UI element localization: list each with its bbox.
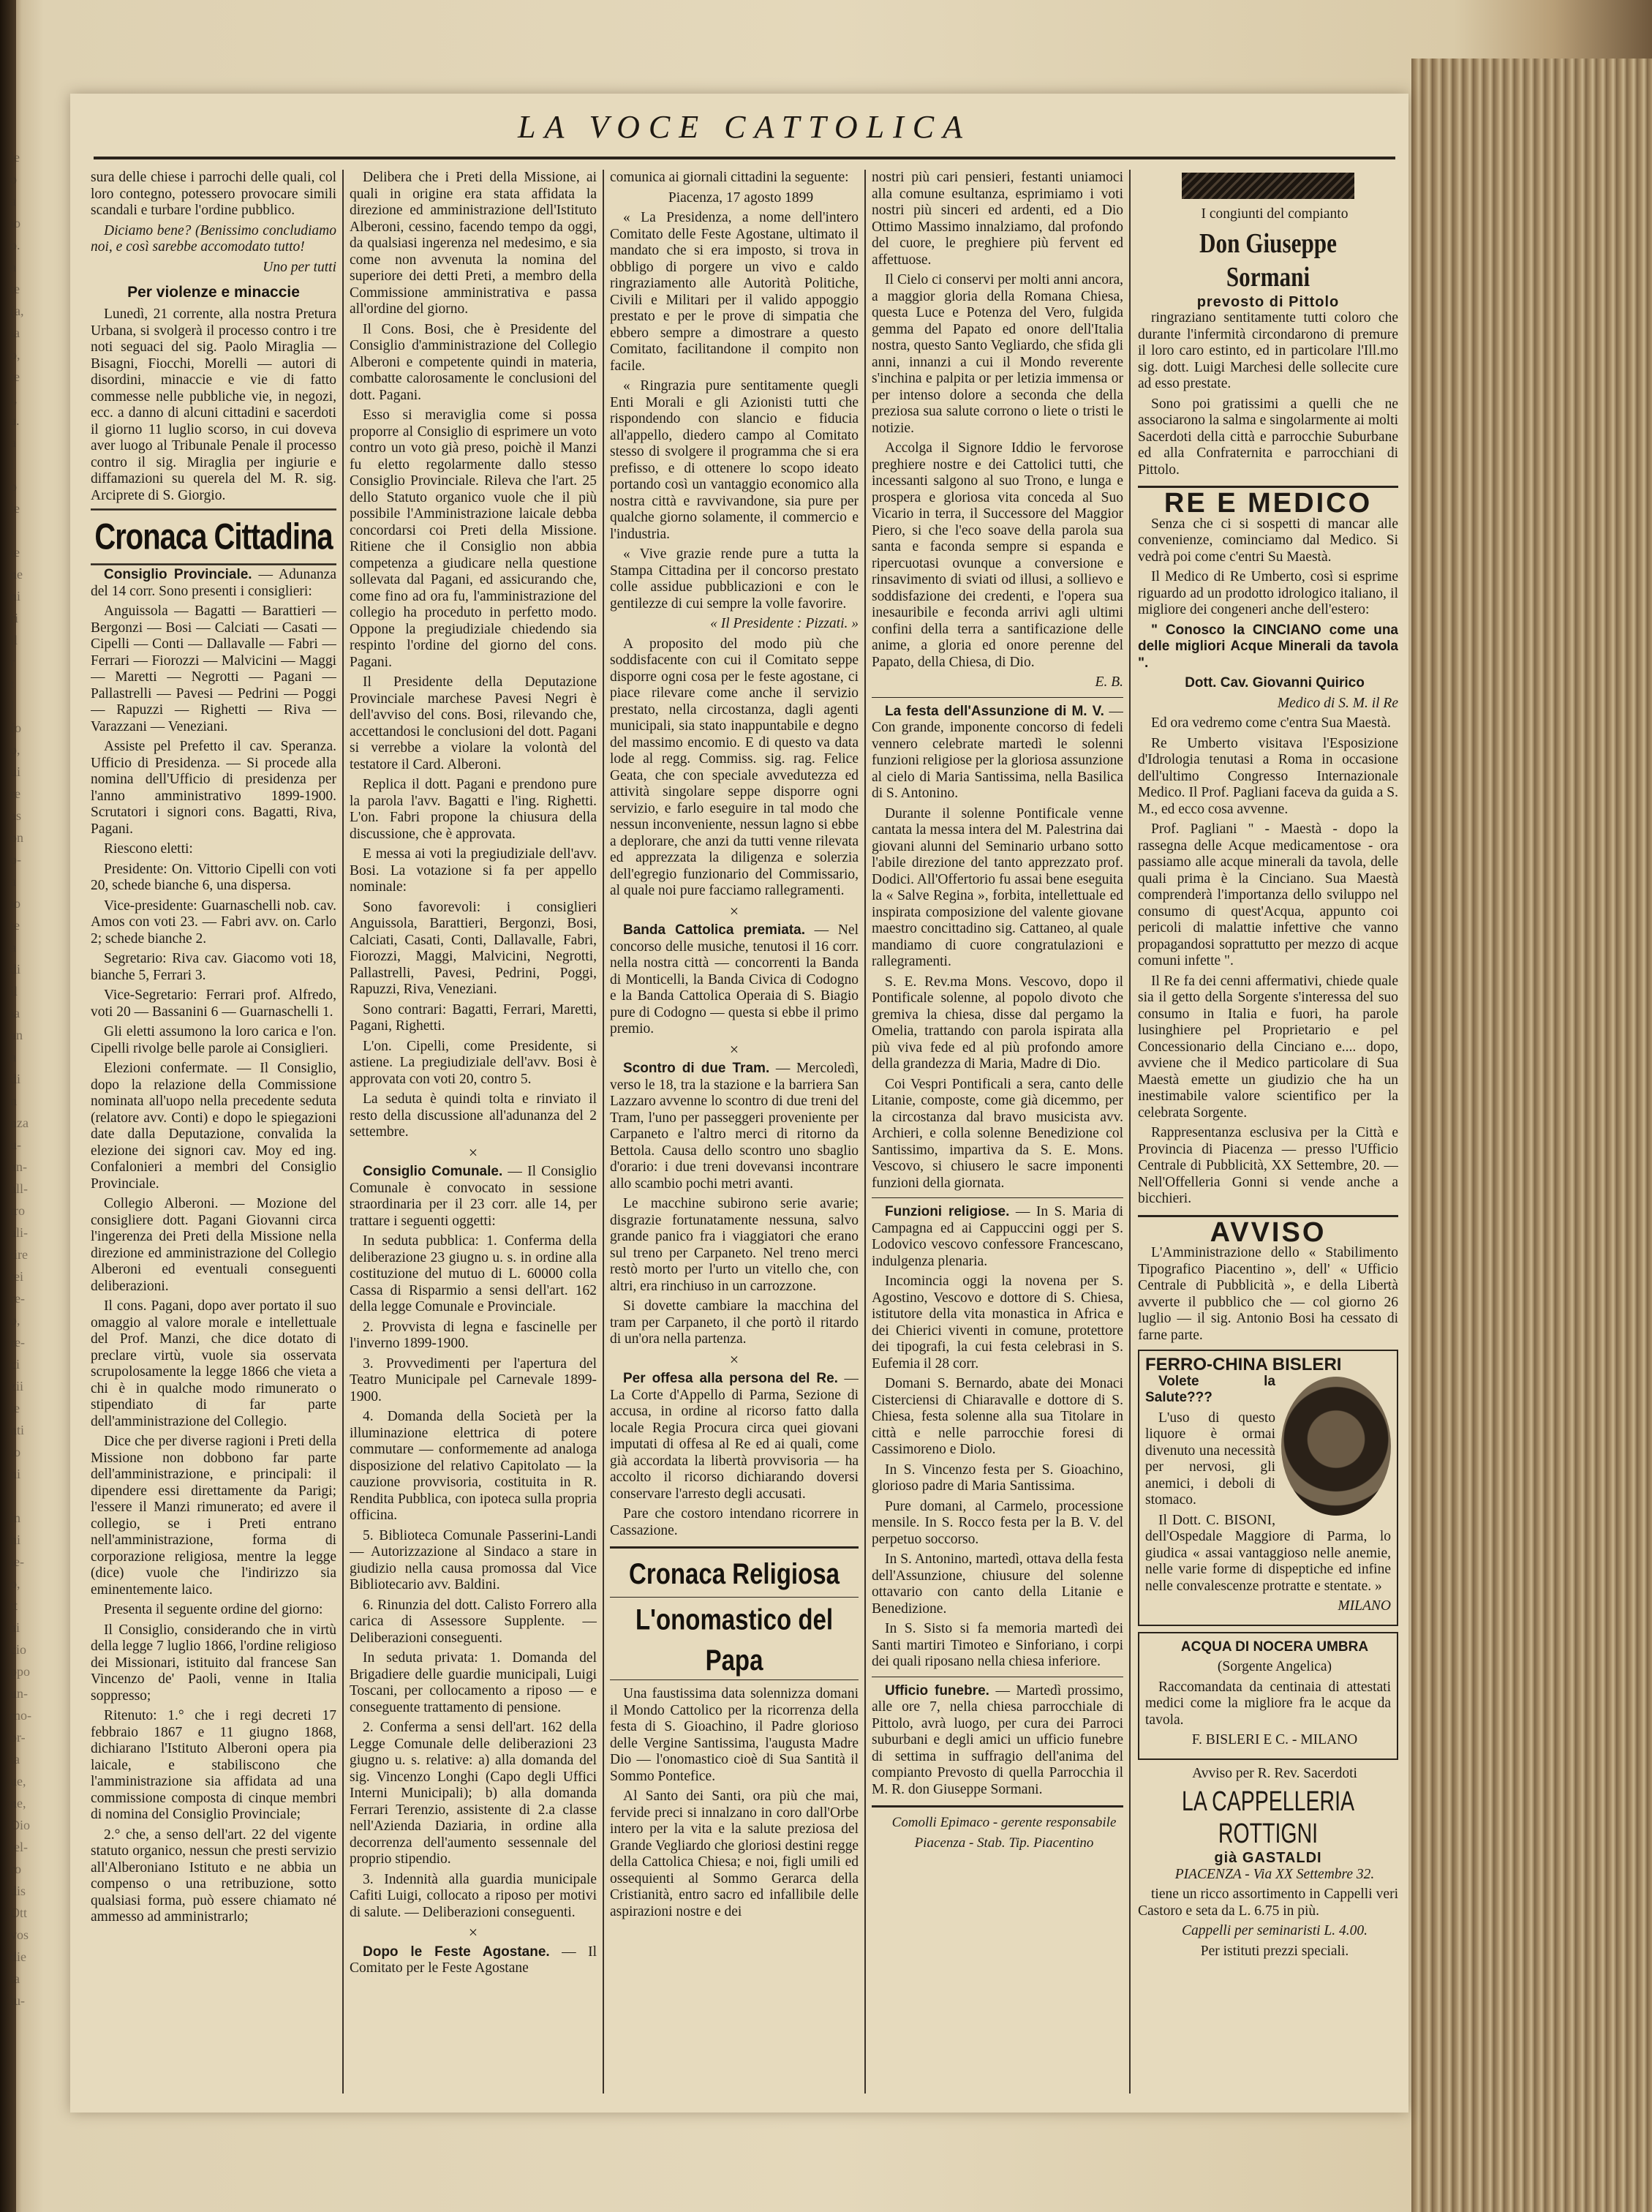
re-doctor-role: Medico di S. M. il Re [1277, 695, 1398, 711]
gutter-fragment: ri [10, 611, 18, 625]
col3-p1: comunica ai giornali cittadini la seguente: [610, 170, 849, 185]
col2-p8: Sono contrari: Bagatti, Ferrari, Maretti, Pagani, Righetti. [350, 1001, 597, 1034]
cc-item-9: 3. Indennità alla guardia municipale Cafiti Luigi, collocato a riposo per motivi di salute. — Deliberazioni conseguenti. [350, 1871, 597, 1920]
cp-text-2: Anguissola — Bagatti — Barattieri — Bergonzi — Bosi — Calciati — Casati — Cipelli — Conti — Dallavalle — Fabri — Ferrari — Fiorozzi — Malvicini — Maggi — Maretti — Negrotti — Pagani — Pallastrelli — Pavesi — Pedrini — Poggi — Rapuzzi — Righetti — Riva — Varazzani — Veneziani. [91, 603, 336, 734]
separator-cross: × [729, 1350, 739, 1369]
gutter-fragment: t [10, 677, 15, 691]
gutter-fragment: lu- [10, 1993, 25, 2008]
cc-item-5: 5. Biblioteca Comunale Passerini-Landi — Autorizzazione al Sindaco a stare in giudizio nella causa promossa dal Vice Bibliotecario avv. Baldini. [350, 1527, 597, 1592]
col2-p4: Il Presidente della Deputazione Provinciale marchese Pavesi Negri è dell'avviso del cons. Bosi, rilevando che, accettandosi le conclusioni del dott. Pagani si verrebbe a violare la volontà del testatore il Card. Alberoni. [350, 674, 597, 772]
re-e-medico-heading: RE E MEDICO [1163, 488, 1373, 519]
cappelleria-name: LA CAPPELLERIA ROTTIGNI [1181, 1786, 1355, 1849]
nocera-title: ACQUA DI NOCERA UMBRA [1180, 1639, 1369, 1655]
gutter-fragment: o, [10, 1576, 20, 1591]
cc-item-2: 2. Provvista di legna e fascinelle per l'inverno 1899-1900. [350, 1319, 597, 1351]
cappelleria-intro: Avviso per R. Rev. Sacerdoti [1192, 1765, 1357, 1781]
cp-text-8: Vice-Segretario: Ferrari prof. Alfredo, voti 20 — Bassanini 6 — Guarnaschelli 1. [91, 988, 336, 1020]
onomastico-text: Una faustissima data solennizza domani il Mondo Cattolico per la ricorrenza della festa di S. Gioachino, il Padre glorioso delle Vergine Santissima, l'augusta Madre Dio — l'onomastico cioè di Sua Santità il Sommo Pontefice. [610, 1686, 859, 1784]
cc-item-6: 6. Rinunzia del dott. Calisto Forrero alla carica di Assessore Supplente. — Deliberazioni conseguenti. [350, 1597, 597, 1646]
cc-item-3: 3. Provvedimenti per l'apertura del Teatro Municipale pel Carnevale 1899-1900. [350, 1355, 597, 1404]
offesa-re-heading: Per offesa alla persona del Re. [623, 1371, 838, 1386]
section-rule [610, 1546, 859, 1549]
gutter-fragment: tro [10, 1203, 25, 1218]
gutter-fragment: ali- [10, 1225, 28, 1240]
gutter-fragment: l [10, 699, 15, 713]
gutter-fragment: te [10, 545, 20, 560]
gutter-fragment: ia [10, 1006, 20, 1020]
cp-text-1: — Adunanza del 14 corr. Sono presenti i consiglieri: [91, 567, 336, 599]
violenze-text: Lunedì, 21 corrente, alla nostra Pretura Urbana, si svolgerà il processo contro i tre noti seguaci del sig. Paolo Miraglia — Bisagni, Fiocchi, Morelli — autori di disordini, minaccie e vie di fatto commesse nelle pubbliche vie, in negozi, ecc. a danno di alcuni cittadini e sacerdoti il giorno 11 luglio scorso, in cui doveva aver luogo al Tribunale Penale il processo contro il sig. Miraglia per ingiurie e diffamazioni su querela del M. R. sig. Arciprete di S. Giorgio. [91, 306, 336, 503]
scontro-tram-heading: Scontro di due Tram. [623, 1061, 770, 1076]
gutter-fragment: di [10, 962, 21, 977]
gutter-fragment: la [10, 326, 20, 340]
newspaper-page [70, 94, 1408, 2113]
col1-opening-quote: Diciamo bene? (Benissimo concludiamo noi, e così sarebbe accomodato tutto! [91, 222, 336, 255]
gutter-fragment: a [10, 260, 16, 274]
gutter-fragment: cio [10, 1642, 26, 1657]
gutter-fragment: ui [10, 764, 21, 779]
onomastico-text-2: Al Santo dei Santi, ora più che mai, fervide preci si innalzano in coro dall'Orbe intero per la vita e la salute preziosa del Grande Vegliardo che gloriosi destini regge della Cattolica Chiesa; e noi, figli umili ed ossequienti al Sommo Gerarca della Cristianità, entro sacro ed infallibile delle aspirazioni nostre e dei [610, 1788, 859, 1919]
section-rule [610, 1597, 859, 1598]
gutter-fragment: nza [10, 1116, 29, 1130]
cp-text-15: Il Consiglio, considerando che in virtù della legge 7 luglio 1866, l'ordine religioso dei Missionari, istituito dal francese San Vincenzo de' Paoli, venne in Italia soppresso; [91, 1622, 336, 1704]
gutter-fragment: nti [10, 1423, 25, 1437]
gutter-fragment: a [10, 874, 16, 889]
fr-text-2: Incomincia oggi la novena per S. Agostino, Vescovo e dottore di S. Chiesa, istitutore della vita monastica in Africa e dei Chierici viventi in comune, protettore dei tipografi, la cui festa celebrasi in S. Eufemia il 28 corr. [872, 1274, 1123, 1372]
gutter-fragment: ro [10, 1862, 21, 1876]
left-page-gutter [10, 146, 56, 2121]
gutter-fragment: di [10, 1072, 21, 1086]
gutter-fragment: tt [10, 1598, 18, 1613]
uf-text: — Martedì prossimo, alle ore 7, nella chiesa parrocchiale di Pittolo, avrà luogo, per cura dei Parroci suburbani e degli amici un ufficio funebre di settima in suffragio dell'anima del compianto Prevosto di quella Parrocchia il M. R. don Giuseppe Sormani. [872, 1682, 1123, 1797]
re-text-4: Re Umberto visitava l'Esposizione d'Idrologia tenutasi a Roma in occasione dell'ultimo Congresso Internazionale Medico. Il Prof. Pagliani faceva da guida a S. M., ed ecco cosa avvenne. [1138, 735, 1398, 817]
bisleri-slogan: Volete la Salute??? [1145, 1373, 1275, 1405]
gutter-fragment: or- [10, 1730, 26, 1745]
cp-text-9: Gli eletti assumono la loro carica e l'on. Cipelli rivolge belle parole ai Consiglieri. [91, 1024, 336, 1056]
gutter-fragment: tire [10, 1247, 28, 1262]
cp-text-4: Riescono eletti: [104, 841, 193, 857]
gutter-fragment: le [10, 150, 20, 165]
column-1 [91, 170, 336, 2094]
gutter-fragment: re- [10, 1291, 25, 1306]
gutter-fragment: te [10, 282, 20, 296]
gutter-fragment: a [10, 940, 16, 955]
consiglio-comunale-heading: Consiglio Comunale. [363, 1164, 503, 1179]
col4-p3-signature: E. B. [1095, 674, 1123, 690]
gutter-fragment: ue, [10, 1774, 26, 1788]
fa4-text-4: Coi Vespri Pontificali a sera, canto delle Litanie, composte, come già dicemmo, per la circostanza dal bravo musicista avv. Archieri, e colla solenne Benedizione col Santissimo, impartiva da S. E. Mons. Vescovo, si chiusero le sacre imponenti funzioni della giornata. [872, 1076, 1123, 1191]
consiglio-provinciale-heading: Consiglio Provinciale. [104, 567, 252, 582]
cc-item-1: In seduta pubblica: 1. Conferma della deliberazione 23 giugno u. s. in ordine alla costituzione del mutuo di L. 60000 colla Cassa di Risparmio a sensi dell'art. 162 della legge Comunale e Provinciale. [350, 1233, 597, 1314]
col2-p3: Esso si meraviglia come si possa proporre al Consiglio di esprimere un voto contro un voto già preso, poichè il Manzi fu eletto regolarmente dallo stesso Consiglio Provinciale. Rileva che l'art. 25 dello Statuto organico vuole che il più possibile l'Amministrazione laicale debba concordarsi coi Preti della Missione. Ritiene che il Consiglio non abbia competenza a giudicare nella questione sollevata dal Pagani, ed assicurando che, come fino ad ora fu, l'amministrazione del collegio ha proceduto in perfetto modo. Oppone la pregiudiziale chiedendo sia respinto l'ordine del giorno del cons. Pagani. [350, 407, 597, 670]
cp-text-7: Segretario: Riva cav. Giacomo voti 18, bianche 5, Ferrari 3. [91, 951, 336, 983]
gutter-fragment: i [10, 523, 15, 538]
gutter-fragment: le [10, 1401, 20, 1415]
col3-p6: A proposito del modo più che soddisfacente con cui il Comitato seppe disporre ogni cosa per le feste agostane, ci piace rilevare come anche il servizio prestato, nella circostanza, dagli agenti municipali, sia stato inappuntabile e degno del massimo encomio. E di questo va data lode al regg. Commiss. sig. rag. Felice Geata, che con speciale avvedutezza ed attività singolare seppe disporre ogni servizio, e farlo eseguire in tal modo che nessun inconveniente, nessun lagno si ebbe a deplorare, che anzi da tutti venne rilevata ed apprezzata la diligenza e solerzia dell'egregio funzionario del Commissario, al quale noi pure facciamo rallegramenti. [610, 636, 859, 898]
cp-text-14: Presenta il seguente ordine del giorno: [104, 1602, 323, 1617]
imprint-gerente: Comolli Epimaco - gerente responsabile [891, 1815, 1117, 1830]
gutter-fragment: a [10, 435, 16, 450]
cappelleria-text-3: Per istituti prezzi speciali. [1200, 1943, 1349, 1959]
gutter-fragment: n [10, 1094, 17, 1108]
gutter-fragment: in [10, 1511, 21, 1525]
re-text-5: Prof. Pagliani " - Maestà - dopo la rassegna delle Acque medicamentose - ora passiamo alle acque minerali da tavola, delle quali prima è la Cinciano. Sua Maestà comprenderà l'importanza dello sviluppo nel consumo di quest'Acqua, appunto coi pericoli di malattie infettive che vanno propagandosi soprattutto per mezzo di acque comuni infette ". [1138, 821, 1398, 968]
festa-assunzione-heading: La festa dell'Assunzione di M. V. [885, 703, 1104, 719]
col3-p5: « Il Presidente : Pizzati. » [710, 616, 859, 631]
gutter-fragment: iel- [10, 1840, 28, 1854]
fr-text-4: In S. Vincenzo festa per S. Gioachino, glorioso padre di Maria Santissima. [872, 1462, 1123, 1494]
of-text: — La Corte d'Appello di Parma, Sezione di accusa, in ordine al ricorso fatto dalla locale Regia Procura circa quei giovani imputati di offesa al Re ed ai quali, come già accordata la libertà provvisoria — ha accolto il ricorso dichiarando doversi conservare l'arresto degli accusati. [610, 1371, 859, 1502]
gutter-fragment: as [10, 808, 21, 823]
gutter-fragment: i [10, 457, 15, 472]
sormani-text-2: Sono poi gratissimi a quelli che ne associarono la salma e singolarmente ai molti Sacerdoti della città e parrocchie Suburbane ed alla Confraternita e parrocchiani di Pittolo. [1138, 396, 1398, 478]
cronaca-religiosa-heading: Cronaca Religiosa [629, 1557, 840, 1590]
cp-text-6: Vice-presidente: Guarnaschelli nob. cav. Amos con voti 23. — Fabri avv. on. Carlo 2; schede bianche 2. [91, 898, 336, 947]
mourning-bar-graphic [1182, 173, 1354, 199]
gutter-fragment: hi [10, 1532, 21, 1547]
gutter-fragment: ia [10, 1752, 20, 1767]
gutter-fragment: tei [10, 1269, 23, 1284]
gutter-fragment: io [10, 896, 21, 911]
masthead-rule [94, 157, 1395, 159]
bisleri-advertisement [1138, 1350, 1398, 1626]
gutter-fragment: ne, [10, 1796, 26, 1810]
fr-text-3: Domani S. Bernardo, abate dei Monaci Cisterciensi di Chiaravalle e dottore di S. Chiesa, festa solenne alla sua Titolare in città e nelle parrocchie foresi di Cassimoreno e Diolo. [872, 1376, 1123, 1457]
gutter-fragment: r [10, 655, 15, 669]
cc-item-8: 2. Conferma a sensi dell'art. 162 della Legge Comunale delle deliberazioni 23 giugno u. s. relative: a) alla domanda del sig. Vincenzo Longhi (Capo degli Uffici Interni Municipali); b) alla domanda Ferrari Terenzio, assistente di 2.a classe nell'Azienda Daziaria, in ordine alla decorrenza dell'aumento sessennale del proprio stipendio. [350, 1720, 597, 1867]
cp-text-5: Presidente: On. Vittorio Cipelli con voti 20, schede bianche 6, una dispersa. [91, 861, 336, 893]
col2-p6: E messa ai voti la pregiudiziale dell'avv. Bosi. La votazione si fa per appello nominale: [350, 846, 597, 895]
cp-text-11: Collegio Alberoni. — Mozione del consigliere dott. Pagani Giovanni circa l'ingerenza dei Preti della Missione nella direzione ed amministrazione del Collegio Alberoni ed eventuali conseguenti deliberazioni. [91, 1196, 336, 1294]
nocera-maker: F. BISLERI E C. - MILANO [1191, 1732, 1358, 1748]
gutter-fragment: te [10, 369, 20, 384]
gutter-fragment: o, [10, 347, 20, 362]
separator-cross: × [729, 1039, 739, 1058]
of-text-2: Pare che costoro intendano ricorrere in Cassazione. [610, 1506, 859, 1538]
gutter-fragment: dis [10, 1884, 26, 1898]
cp-text-10: Elezioni confermate. — Il Consiglio, dopo la relazione della Commissione nominata all'uopo nella precedente seduta (relatore avv. Conti) e dopo le spiegazioni date dalla Deputazione, convalida la elezione dei signori cav. Moy ed ing. Confalonieri a membri del Consiglio Provinciale. [91, 1061, 336, 1192]
bisleri-label: MILANO [1338, 1598, 1391, 1614]
masthead: LA VOCE CATTOLICA [518, 109, 971, 145]
gutter-fragment: le [10, 501, 20, 516]
gutter-fragment: il [10, 633, 18, 647]
col4-p1: nostri più cari pensieri, festanti uniamoci alla comune esultanza, esprimiamo i voti nostri più sinceri ed ardenti, ed a Dio Ottimo Massimo innalziamo, dal profondo del cuore, le preghiere più fervent ed affettuose. [872, 170, 1123, 268]
bisleri-text-2: Il Dott. C. BISONI, dell'Ospedale Maggiore di Parma, lo giudica « assai vantaggioso nelle anemie, nelle varie forme di dispeptiche ed infine nelle convalescenze protratte e stentate. » [1145, 1512, 1391, 1594]
gutter-fragment: i [10, 1489, 15, 1503]
column-5-advertisements [1138, 170, 1398, 2094]
gutter-fragment: ne [10, 567, 23, 582]
gutter-fragment: i, [10, 391, 18, 406]
nocera-subtitle: (Sorgente Angelica) [1217, 1659, 1332, 1674]
cc-item-7: In seduta privata: 1. Domanda del Brigadiere delle guardie municipali, Luigi Toscani, per collocamento a riposo — e conseguente trattamento di pensione. [350, 1650, 597, 1715]
cappelleria-subtitle: già GASTALDI [1214, 1850, 1322, 1866]
gutter-fragment: un- [10, 1686, 28, 1701]
col2-p10: La seduta è quindi tolta e rinviato il resto della discussione all'adunanza del 2 settembre. [350, 1091, 597, 1140]
gutter-fragment: die [10, 1949, 26, 1964]
separator-cross: × [468, 1923, 478, 1941]
gutter-fragment: ta [10, 1971, 20, 1986]
cappelleria-text-2: Cappelli per seminaristi L. 4.00. [1181, 1923, 1368, 1938]
violenze-heading: Per violenze e minaccie [127, 284, 300, 301]
imprint-tipografia: Piacenza - Stab. Tip. Piacentino [914, 1835, 1094, 1851]
gutter-fragment: a [10, 1050, 16, 1064]
sormani-intro: I congiunti del compianto [1201, 206, 1349, 222]
gutter-fragment: o. [10, 238, 20, 252]
gutter-fragment: ie- [10, 1554, 24, 1569]
col1-opening: sura delle chiese i parrochi delle quali, col loro contegno, potessero provocare simili scandali e turbare l'ordine pubblico. [91, 170, 336, 218]
column-rule-1 [342, 170, 344, 2094]
avviso-heading: AVVISO [1210, 1216, 1327, 1248]
bisleri-title: FERRO-CHINA BISLERI [1145, 1355, 1342, 1374]
gutter-fragment: fo [10, 721, 21, 735]
separator-cross: × [468, 1143, 478, 1162]
gutter-fragment: Ott [10, 1906, 28, 1920]
gutter-fragment: ai [10, 1620, 20, 1635]
gutter-fragment: io [10, 216, 21, 230]
gutter-fragment: an [10, 1028, 23, 1042]
cp-text-3: Assiste pel Prefetto il cav. Speranza. Ufficio di Presidenza. — Si procede alla nomina dell'Ufficio di presidenza per l'anno amministrativo 1899-1900. Scrutatori i signori cons. Bagatti, Riva, Pagani. [91, 739, 336, 837]
st-text-3: Si dovette cambiare la macchina del tram per Carpaneto, il che portò il ritardo di un'ora nella partenza. [610, 1298, 859, 1347]
page-edges-stack [1411, 59, 1652, 2212]
gutter-fragment: an- [10, 1159, 27, 1174]
gutter-fragment: u- [10, 1137, 21, 1152]
col4-p3: Accolga il Signore Iddio le fervorose preghiere nostre e dei Cattolici tutti, che incessanti salgono al suo Trono, e lunga e prospera e gloriosa vita conceda al Suo Vicario in terra, il Successore del Maggior Piero, si che l'eco soave della parola sua santa e faconda sempre si espanda e ripercuotasi ovunque a conversione e rinsavimento di sviati od illusi, a sollievo e soddisfazione dei credenti, e l'opera sua inesauribile e feconda arrivi agli ultimi confini della terra a santificazione delle anime, a gloria ed onore perenne del Papato, della Chiesa, di Dio. [872, 440, 1123, 670]
fa4-text: — Con grande, imponente concorso di fedeli vennero celebrate martedì le solenni funzioni religiose per la gloriosa assunzione al cielo di Maria Santissima, nella Basilica di S. Antonino. [872, 703, 1123, 801]
gutter-fragment: (a, [10, 304, 24, 318]
section-rule [872, 1805, 1123, 1807]
cp-text-16: Ritenuto: 1.° che i regi decreti 17 febbraio 1867 e 11 giugno 1868, dichiarano l'Istituto Alberoni opera pia laicale, e stabiliscono che l'amministrazione sia affidata ad una commissione composta di cinque membri di nomina del Consiglio Provinciale; [91, 1708, 336, 1822]
fr-text-7: In S. Sisto si fa memoria martedì dei Santi martiri Timoteo e Sinforiano, i corpi dei quali riposano nella chiesa inferiore. [872, 1621, 1123, 1669]
gutter-fragment: Dio [10, 1818, 30, 1832]
col2-p2: Il Cons. Bosi, che è Presidente del Consiglio d'amministrazione del Collegio Alberoni e competente quindi in materia, combatte calorosamente le conclusioni del dott. Pagani. [350, 321, 597, 403]
gutter-fragment: lo [10, 1445, 21, 1459]
column-4 [872, 170, 1123, 2094]
col2-p7: Sono favorevoli: i consiglieri Anguissola, Barattieri, Bergonzi, Bosi, Calciati, Casati, Conti, Dallavalle, Fabri, Fiorozzi, Maggi, Malvicini, Negrotti, Pallastrelli, Pavesi, Pedrini, Poggi, Rapuzzi, Riva, Veneziani. [350, 899, 597, 997]
fr-text-5: Pure domani, al Carmelo, processione mensile. In S. Rocco festa per la B. V. del perpetuo soccorso. [872, 1498, 1123, 1547]
re-text-3: Ed ora vedremo come c'entra Sua Maestà. [1151, 715, 1391, 731]
col3-dateline: Piacenza, 17 agosto 1899 [668, 189, 814, 206]
col3-p4: « Vive grazie rende pure a tutta la Stampa Cittadina per il concorso prestato colle assidue pubblicazioni e con le gentilezze di cui sempre la volle favorire. [610, 546, 859, 612]
bisleri-text: L'uso di questo liquore è ormai divenuto una necessità per nervosi, gli anemici, i deboli di stomaco. [1145, 1410, 1275, 1508]
cp-text-17: 2.° che, a senso dell'art. 22 del vigente statuto organico, nessun che presti servizio all'Alberoniano Istituto e ne abbia un compenso o una retribuzione, sotto qualsiasi forma, può essere chiamato né ammesso ad amministrarlo; [91, 1827, 336, 1925]
column-2 [350, 170, 597, 2094]
gutter-fragment: o- [10, 852, 21, 867]
gutter-fragment: ppo [10, 1664, 30, 1679]
gutter-fragment: o [10, 172, 17, 187]
bc-text: — Nel concorso delle musiche, tenutosi il 16 corr. nella nostra città — concorrenti la Banda di Monticelli, la Banda Civica di Codogno e la Banda Cattolica Operaia di S. Biagio pure di Codogno — questa si ebbe il primo premio. [610, 922, 859, 1037]
ufficio-funebre-heading: Ufficio funebre. [885, 1682, 989, 1698]
cappelleria-text: tiene un ricco assortimento in Cappelli veri Castoro e seta da L. 6.75 in più. [1138, 1886, 1398, 1919]
cc-item-4: 4. Domanda della Società per la illuminazione elettrica di potere commutare — conformemente ad analoga disposizione del relativo Capitolato — la cauzione provvisoria, costituita in R. Rendita Pubblica, con ipoteca sulla propria officina. [350, 1409, 597, 1523]
cp-text-12: Il cons. Pagani, dopo aver portato il suo omaggio al valore morale e intellettuale del Prof. Manzi, che dice dotato di preclare virtù, vuole sia osservata scrupolosamente la legge 1866 che vieta a chi è in qualche modo rimunerato o stipendiato di far parte dell'amministrazione del Collegio. [91, 1298, 336, 1429]
gutter-fragment: o, [10, 1313, 20, 1328]
onomastico-papa-heading: L'onomastico del Papa [635, 1603, 834, 1677]
column-rule-2 [603, 170, 604, 2094]
re-text-6: Il Re fa dei cenni affermativi, chiede quale sia il getto della Sorgente s'interessa del suo consumo in Italia e fuori, ha parole lusinghiere pel Proprietario e pel Concessionario della Cinciano e.... dopo, avviene che il Medico particolare di Sua Maestà emette un giudizio che ha un inestimabile valore scientifico per la celebrata Sorgente. [1138, 973, 1398, 1121]
cappelleria-address: PIACENZA - Via XX Settembre 32. [1174, 1866, 1375, 1882]
gutter-fragment: on [10, 830, 23, 845]
gutter-fragment: ni [10, 589, 21, 603]
fa-text: — Il Comitato per le Feste Agostane [350, 1944, 597, 1976]
sormani-role: prevosto di Pittolo [1196, 293, 1340, 310]
column-rule-4 [1129, 170, 1131, 2094]
nocera-text: Raccomandata da centinaia di attestati medici come la migliore fra le acque da tavola. [1145, 1679, 1391, 1728]
gutter-fragment: il [10, 984, 18, 998]
nocera-advertisement [1138, 1632, 1398, 1760]
lion-emblem-icon [1281, 1377, 1391, 1516]
gutter-fragment: a [10, 194, 16, 208]
re-quote: " Conosco la CINCIANO come una delle migliori Acque Minerali da tavola ". [1138, 622, 1398, 671]
gutter-fragment: all- [10, 1181, 28, 1196]
st-text: — Mercoledì, verso le 18, tra la stazione e la barriera San Lazzaro avvenne lo scontro di due treni del Tram, l'uno per passeggeri proveniente per Carpaneto e l'altro merci di ritorno da Bettola. Causa dello scontro uno sbaglio d'orario: i due treni dovevansi incontrare allo scambio pochi metri avanti. [610, 1061, 859, 1192]
col2-p1: Delibera che i Preti della Missione, ai quali in origine era stata affidata la direzione ed amministrazione dell'Istituto Alberoni, cessino, facendo tempo da oggi, da qualsiasi ingerenza nel medesimo, e sia come non avvenuta la nomina del superiore dei detti Preti, a membro della Commissione amministrativa e passa all'ordine del giorno. [350, 170, 597, 317]
separator-cross: × [729, 901, 739, 920]
feste-agostane-heading: Dopo le Feste Agostane. [363, 1944, 550, 1960]
cc-text: — Il Consiglio Comunale è convocato in sessione straordinaria per il 23 corr. alle 14, per trattare i seguenti oggetti: [350, 1164, 597, 1229]
sormani-name: Don Giuseppe Sormani [1199, 227, 1337, 293]
col2-p5: Replica il dott. Pagani e prendono pure la parola l'avv. Bagatti e l'ing. Righetti. L'on. Fabri propone la chiusura della discussione, che è approvata. [350, 777, 597, 842]
gutter-fragment: ni [10, 1467, 21, 1481]
gutter-fragment: re [10, 786, 20, 801]
col1-opening-signature: Uno per tutti [263, 259, 336, 275]
gutter-fragment: a. [10, 413, 20, 428]
re-doctor: Dott. Cav. Giovanni Quirico [1185, 675, 1365, 691]
col3-p3: « Ringrazia pure sentitamente quegli Enti Morali e gli Azionisti tutti che rispondendo con slancio e fiducia all'appello, diedero campo al Comitato stesso di svolgere il programma che si era prefisso, e di ottenere lo scopo ideato portando così un vantaggio economico alla nostra città e ravvivandone, sia pure per qualche giorno solamente, il commercio e l'industria. [610, 378, 859, 542]
gutter-fragment: vos [10, 1927, 29, 1942]
sormani-text: ringraziano sentitamente tutti coloro che durante l'infermità circondarono di premure il loro caro estinto, ed in particolare l'Ill.mo sig. dott. Luigi Marchesi delle sollecite cure ad esso prestate. [1138, 310, 1398, 391]
col4-p2: Il Cielo ci conservi per molti anni ancora, a maggior gloria della Romana Chiesa, questa Luce e Potenza del Vero, fulgida gemma del Papato ed onore dell'Italia nostra, questo Santo Vegliardo, che sfida gli anni, innanzi a cui il Mondo reverente s'inchina e palpita or per letizia immensa or per intenso dolore a seconda che della preziosa sua salute corrono o liete o tristi le notizie. [872, 272, 1123, 436]
col2-p9: L'on. Cipelli, come Presidente, si astiene. La pregiudiziale dell'avv. Bosi è approvata con voti 20, contro 5. [350, 1038, 597, 1087]
re-text-2: Il Medico di Re Umberto, così si esprime riguardo ad un prodotto idrologico italiano, il migliore dei congeneri anche dell'estero: [1138, 569, 1398, 617]
re-text: Senza che ci si sospetti di mancar alle convenienze, cominciamo dal Medico. Si vedrà poi come c'entri Su Maestà. [1138, 516, 1398, 565]
banda-cattolica-heading: Banda Cattolica premiata. [623, 922, 805, 938]
cp-text-13: Dice che per diverse ragioni i Preti della Missione non dobbono far parte dell'amministrazione, e principali: il dipendere essi direttamente da Parigi; l'essere il Manzi rimunerato; ed avere il collegio, se i Preti entrano nell'amministrazione, forma di corporazione religiosa, mentre la legge (dice) vuole che l'indirizzo sia eminentemente laico. [91, 1434, 336, 1598]
fr-text: — In S. Maria di Campagna ed ai Cappuccini oggi per S. Lodovico vescovo confessore Francescano, indulgenza plenaria. [872, 1204, 1123, 1269]
section-rule [872, 1197, 1123, 1198]
fa4-text-3: S. E. Rev.ma Mons. Vescovo, dopo il Pontificale solenne, al popolo divoto che gremiva la chiesa, disse dal pergamo la Omelia, trattando con parola ispirata alla più viva fede ed al più profondo amore della grandezza di Maria, Madre di Dio. [872, 974, 1123, 1072]
funzioni-religiose-heading: Funzioni religiose. [885, 1204, 1010, 1219]
gutter-fragment: te [10, 918, 20, 933]
col3-p2: « La Presidenza, a nome dell'intero Comitato delle Feste Agostane, ultimato il mandato che si era imposto, si trova in obbligo di porgere un vivo e caldo ringraziamento alle Autorità Politiche, Civili e Militari per il valido appoggio prestato e per le prove di simpatia che ebbero sempre a dimostrare a questo Comitato, facilitandone il compito non facile. [610, 210, 859, 374]
fa4-text-2: Durante il solenne Pontificale venne cantata la messa intera del M. Palestrina dai giovani alunni del Seminario urbano sotto l'abile direzione del tanto apprezzato prof. Dodici. All'Offertorio fu assai bene eseguita la « Salve Regina », forbita, intellettuale ed inspirata composizione del valente giovane maestro concittadino sig. Cattaneo, al quale mandiamo di cuore congratulazioni e rallegramenti. [872, 805, 1123, 969]
gutter-fragment: o, [10, 742, 20, 757]
gutter-fragment: zii [10, 1379, 23, 1393]
fr-text-6: In S. Antonino, martedì, ottava della festa dell'Assunzione, chiusure del solenne ottavario con canto della Litanie e Benedizione. [872, 1551, 1123, 1617]
avviso-text: L'Amministrazione dello « Stabilimento Tipografico Piacentino », dell' « Ufficio Centrale di Pubblicità », e della Libertà avverte il pubblico che — col giorno 26 luglio — il sig. Antonio Bosi ha cessato di farne parte. [1138, 1245, 1398, 1343]
gutter-fragment: ci [10, 1357, 20, 1372]
column-3 [610, 170, 859, 2094]
gutter-fragment: mo- [10, 1708, 31, 1723]
st-text-2: Le macchine subirono serie avarie; disgrazie fortunatamente nessuna, salvo grande panico fra i viaggiatori che erano sul treno per Carpaneto. Nel treno merci restò morto per l'urto un vitello che, con altri, era rinchiuso in un carrozzone. [610, 1196, 859, 1294]
gutter-fragment: re- [10, 1335, 25, 1350]
cronaca-cittadina-heading: Cronaca Cittadina [91, 508, 336, 565]
section-rule [872, 697, 1123, 698]
column-rule-3 [864, 170, 866, 2094]
re-text-7: Rappresentanza esclusiva per la Città e Provincia di Piacenza — presso l'Ufficio Centrale di Pubblicità, XX Settembre, 20. — Nell'Offelleria Gonni si vende anche a bicchieri. [1138, 1125, 1398, 1206]
gutter-fragment: o [10, 479, 17, 494]
